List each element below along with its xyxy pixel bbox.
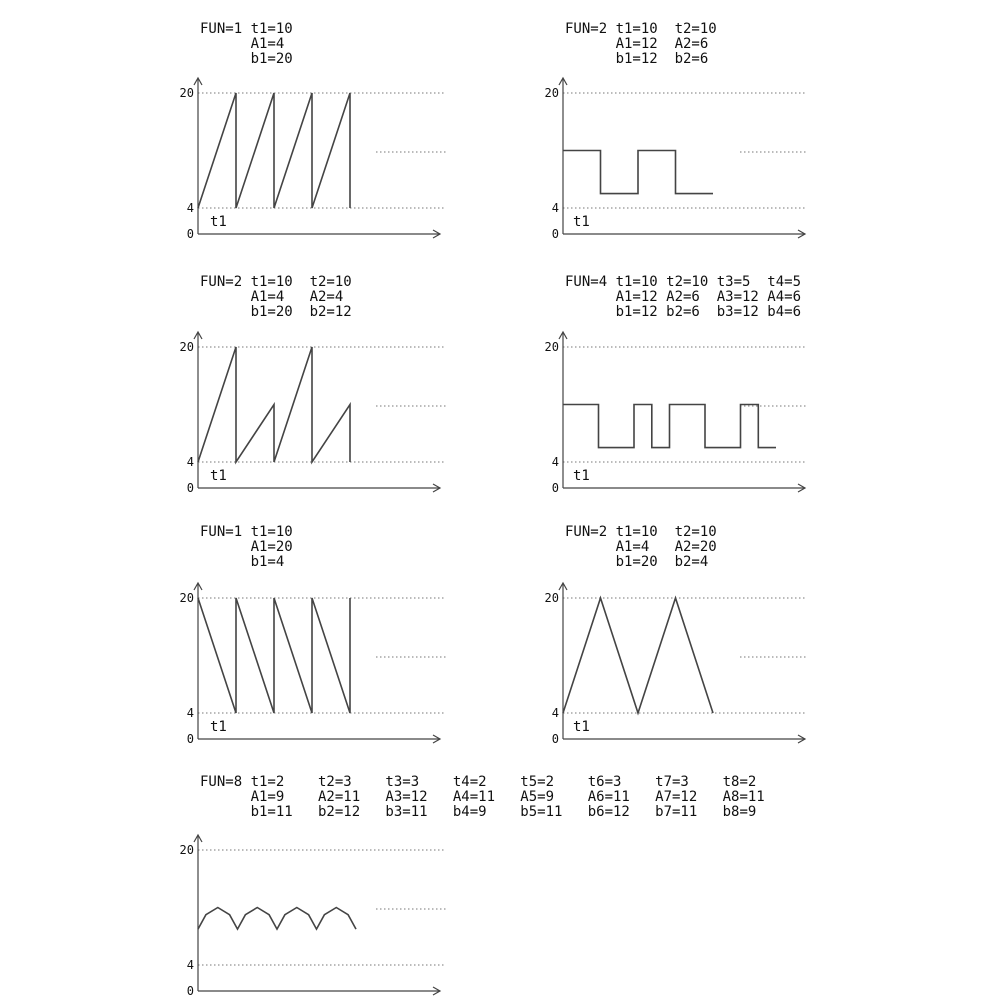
param-line-3: b1=20 b2=4 [565,554,709,570]
t1-label: t1 [573,214,590,230]
param-line-1: FUN=8 t1=2 t2=3 t3=3 t4=2 t5=2 t6=3 t7=3 t8=2 [200,774,757,790]
t1-label: t1 [210,468,227,484]
y-tick-label: 0 [186,227,194,241]
y-tick-label: 20 [179,86,194,100]
y-tick-label: 4 [551,455,559,469]
t1-label: t1 [573,468,590,484]
y-tick-label: 4 [186,455,194,469]
param-line-3: b1=11 b2=12 b3=11 b4=9 b5=11 b6=12 b7=11 b8=9 [200,804,757,820]
param-line-2: A1=12 A2=6 A3=12 A4=6 [565,289,802,305]
y-tick-label: 20 [544,340,559,354]
param-line-1: FUN=2 t1=10 t2=10 [565,21,717,37]
y-tick-label: 4 [186,201,194,215]
y-tick-label: 20 [179,591,194,605]
y-tick-label: 20 [544,86,559,100]
param-line-3: b1=20 [200,51,293,67]
param-line-3: b1=12 b2=6 [565,51,709,67]
param-line-2: A1=12 A2=6 [565,36,709,52]
param-line-1: FUN=2 t1=10 t2=10 [565,524,717,540]
param-line-2: A1=9 A2=11 A3=12 A4=11 A5=9 A6=11 A7=12 A8=11 [200,789,765,805]
param-line-3: b1=20 b2=12 [200,304,352,320]
param-line-3: b1=12 b2=6 b3=12 b4=6 [565,304,802,320]
y-tick-label: 20 [544,591,559,605]
param-line-3: b1=4 [200,554,285,570]
y-tick-label: 0 [186,984,194,998]
param-line-2: A1=4 A2=4 [200,289,344,305]
t1-label: t1 [573,719,590,735]
param-line-2: A1=20 [200,539,293,555]
param-line-1: FUN=4 t1=10 t2=10 t3=5 t4=5 [565,274,802,290]
param-line-1: FUN=1 t1=10 [200,21,293,37]
y-tick-label: 4 [186,958,194,972]
y-tick-label: 0 [551,481,559,495]
y-tick-label: 4 [551,706,559,720]
y-tick-label: 0 [551,732,559,746]
y-tick-label: 4 [551,201,559,215]
y-tick-label: 0 [551,227,559,241]
waveform-line [198,908,356,930]
y-tick-label: 0 [186,732,194,746]
t1-label: t1 [210,214,227,230]
param-line-1: FUN=2 t1=10 t2=10 [200,274,352,290]
t1-label: t1 [210,719,227,735]
y-tick-label: 4 [186,706,194,720]
y-tick-label: 20 [179,340,194,354]
param-line-2: A1=4 A2=20 [565,539,717,555]
y-tick-label: 20 [179,843,194,857]
param-line-1: FUN=1 t1=10 [200,524,293,540]
param-line-2: A1=4 [200,36,285,52]
y-tick-label: 0 [186,481,194,495]
